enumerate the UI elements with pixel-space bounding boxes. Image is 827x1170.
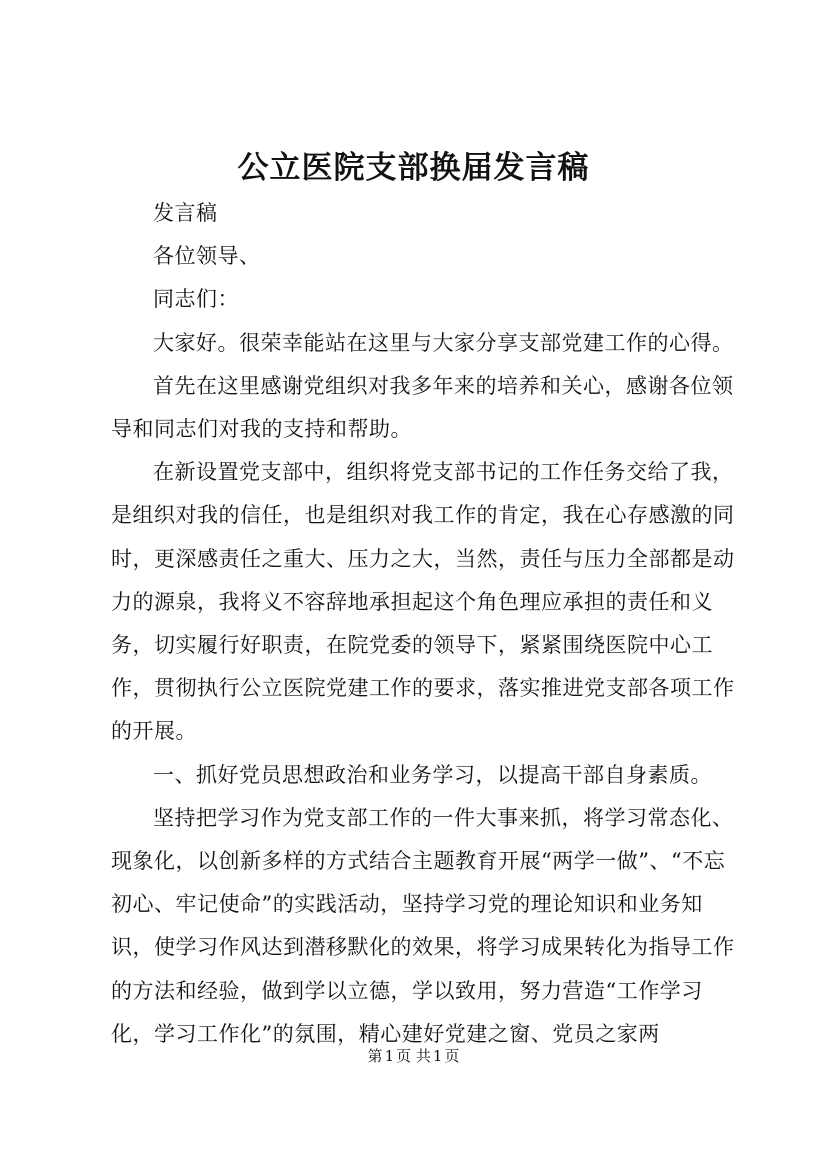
paragraph-salutation-comrades: 同志们： xyxy=(153,287,239,312)
paragraph-greeting: 大家好。很荣幸能站在这里与大家分享支部党建工作的心得。 xyxy=(153,330,734,355)
paragraph-study: 坚持把学习作为党支部工作的一件大事来抓，将学习常态化、现象化，以创新多样的方式结合主题教育开展“两学一做”、“不忘初心、牢记使命”的实践活动，坚持学习党的理论知识和业务知识，使学习作风达到潜移默化的效果，将学习成果转化为指导工作的方法和经验，做到学以立德，学以致用，努力营造“工作学习化，学习工作化”的氛围，精心建好党建之窗、党员之家两 xyxy=(111,805,735,1046)
page-label-prefix: 第 xyxy=(367,1047,383,1065)
page-label-mid: 页 共 xyxy=(396,1047,431,1065)
document-title: 公立医院支部换届发言稿 xyxy=(237,150,590,186)
paragraph-thanks: 首先在这里感谢党组织对我多年来的培养和关心，感谢各位领导和同志们对我的支持和帮助。 xyxy=(111,373,734,442)
page-label-suffix: 页 xyxy=(444,1047,460,1065)
paragraph-responsibility: 在新设置党支部中，组织将党支部书记的工作任务交给了我，是组织对我的信任，也是组织对我工作的肯定，我在心存感激的同时，更深感责任之重大、压力之大，当然，责任与压力全部都是动力的源泉，我将义不容辞地承担起这个角色理应承担的责任和义务，切实履行好职责，在院党委的领导下，紧紧围绕医院中心工作，贯彻执行公立医院党建工作的要求，落实推进党支部各项工作的开展。 xyxy=(111,460,735,744)
paragraph-salutation-leaders: 各位领导、 xyxy=(153,244,261,269)
page-footer xyxy=(0,1046,827,1066)
document-body xyxy=(111,192,741,1056)
paragraph-heading: 发言稿 xyxy=(153,201,218,225)
page-total-number: 1 xyxy=(432,1047,443,1065)
page-current-number: 1 xyxy=(384,1047,395,1065)
paragraph-section-one-heading: 一、抓好党员思想政治和业务学习，以提高干部自身素质。 xyxy=(153,762,712,787)
